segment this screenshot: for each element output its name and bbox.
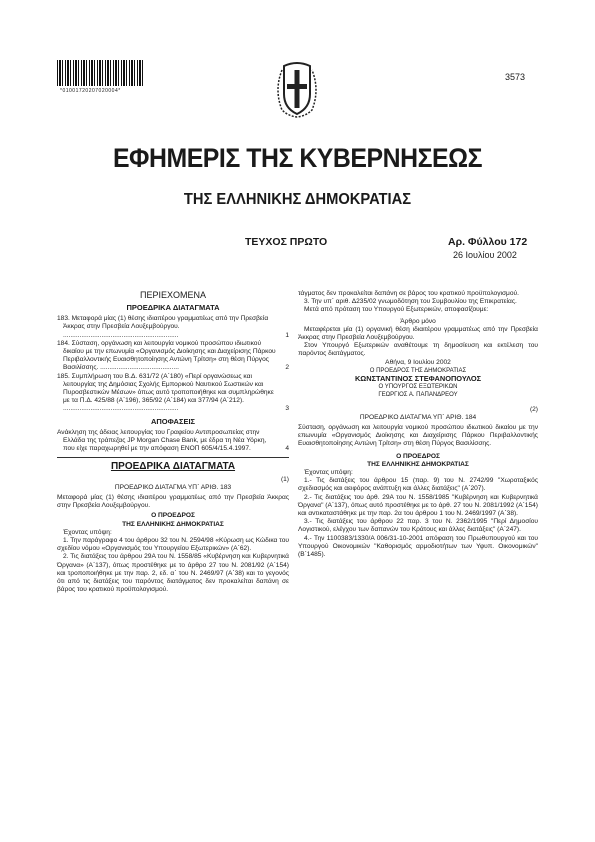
- paragraph: 3. Την υπ΄ αριθ. Δ235/02 γνωμοδότηση του Συμβουλίου της Επικρατείας.: [304, 298, 517, 306]
- decree-title: ΠΡΟΕΔΡΙΚΟ ΔΙΑΤΑΓΜΑ ΥΠ΄ ΑΡΙΘ. 183: [114, 483, 232, 491]
- signatory-name: ΚΩΝΣΤΑΝΤΙΝΟΣ ΣΤΕΦΑΝΟΠΟΥΛΟΣ: [354, 374, 482, 384]
- toc-item-page: 4: [285, 445, 289, 453]
- page-number: 3573: [505, 72, 526, 82]
- paragraph: 2. Τις διατάξεις του άρθρου 29Α του Ν. 1558/85 «Κυβέρνηση και Κυβερνητικά Όργανα» (Α΄137), όπως προστέθηκε με το άρθρο 27 του Ν. 2081/92 (Α΄154) και τροποποιήθηκε με την παρ. 2, εδ. α΄ του Ν. 2469/97 (Α΄38) και το γεγονός ότι από τις διατάξεις του παρόντος διατάγματος δεν προκαλείται δαπάνη σε βάρος του κρατικού προϋπολογισμού.: [57, 553, 289, 594]
- paragraph: 1.- Τις διατάξεις του άρθρου 15 (παρ. 9) του Ν. 2742/99 "Χωροταξικός σχεδιασμός και αειφόρος ανάπτυξη και άλλες διατάξεις" (Α΄207).: [298, 477, 538, 493]
- signatory-label: Ο ΠΡΟΕΔΡΟΣ ΤΗΣ ΔΗΜΟΚΡΑΤΙΑΣ: [369, 367, 467, 374]
- toc-item-page: 3: [285, 405, 289, 413]
- toc-item-text: 184. Σύσταση, οργάνωση και λειτουργία νομικού προσώπου ιδιωτικού δικαίου με την επωνυμία «Οργανισμός Διοίκησης και Διαχείρισης Πάρκου Περιβαλλοντικής Ευαισθητοποίησης Αντώνη Τρίτση» στη θέση Πύργος Βασιλίσσης. ...........................................: [57, 339, 276, 372]
- barcode-number: *01001720207020004*: [60, 88, 121, 94]
- barcode: [57, 60, 145, 86]
- president-heading: Ο ΠΡΟΕΔΡΟΣ: [151, 512, 195, 520]
- toc-item: [57, 429, 289, 454]
- divider: [57, 457, 289, 458]
- decree-sequence-number: (2): [529, 405, 538, 413]
- toc-item: [57, 340, 289, 373]
- right-column: [298, 290, 538, 559]
- paragraph-continued: τάγματος δεν προκαλείται δαπάνη σε βάρος του κρατικού προϋπολογισμού.: [298, 290, 519, 297]
- toc-item: [57, 373, 289, 414]
- issue-label: ΤΕΥΧΟΣ ΠΡΩΤΟ: [245, 236, 328, 248]
- article-heading: Άρθρο μόνο: [400, 317, 436, 325]
- issue-date: 26 Ιουλίου 2002: [453, 250, 517, 260]
- sheet-number: Αρ. Φύλλου 172: [448, 236, 528, 248]
- having-in-mind: Έχοντας υπόψη:: [304, 469, 353, 477]
- greek-coat-of-arms-icon: [272, 60, 322, 118]
- decree-summary: Μεταφορά μίας (1) θέσης ιδιαιτέρου γραμματέως από την Πρεσβεία Άκκρας στην Πρεσβεία Λουξεμβούργου.: [57, 494, 289, 510]
- president-heading-2: ΤΗΣ ΕΛΛΗΝΙΚΗΣ ΔΗΜΟΚΡΑΤΙΑΣ: [122, 520, 224, 528]
- left-column: [57, 290, 289, 595]
- paragraph: 1. Την παράγραφο 4 του άρθρου 32 του Ν. 2594/98 «Κύρωση ως Κώδικα του σχεδίου νόμου «Οργανισμός του Υπουργείου Εξωτερικών» (Α΄62).: [57, 537, 289, 553]
- president-heading: Ο ΠΡΟΕΔΡΟΣ: [396, 452, 440, 460]
- contents-heading: ΠΕΡΙΕΧΟΜΕΝΑ: [139, 290, 206, 300]
- having-in-mind: Έχοντας υπόψη:: [63, 528, 112, 536]
- paragraph: 3.- Τις διατάξεις του άρθρου 22 παρ. 3 του Ν. 2362/1995 "Περί Δημοσίου Λογιστικού, ελέγχου των δαπανών του Κράτους και άλλες διατάξεις" (Α΄247).: [298, 518, 538, 534]
- signatory-name: ΓΕΩΡΓΙΟΣ Α. ΠΑΠΑΝΔΡΕΟΥ: [378, 392, 458, 399]
- paragraph: Μετά από πρόταση του Υπουργού Εξωτερικών, αποφασίζουμε:: [304, 306, 489, 314]
- toc-item: [57, 315, 289, 340]
- decree-summary: Σύσταση, οργάνωση και λειτουργία νομικού προσώπου ιδιωτικού δικαίου με την επωνυμία «Οργανισμός Διοίκησης και Διαχείρισης Πάρκου Περιβαλλοντικής Ευαισθητοποίησης Αντώνη Τρίτση» στη θέση Πύργος Βασιλίσσης.: [298, 424, 538, 448]
- toc-item-page: 1: [285, 331, 289, 339]
- place-date: Αθήνα, 9 Ιουλίου 2002: [385, 358, 451, 366]
- contents-section-decrees: ΠΡΟΕΔΡΙΚΑ ΔΙΑΤΑΓΜΑΤΑ: [126, 303, 220, 312]
- toc-item-text: Ανάκληση της άδειας λειτουργίας του Γραφείου Αντιπροσωπείας στην Ελλάδα της τράπεζας JP Morgan Chase Bank, με έδρα τη Νέα Υόρκη, που είχε παραχωρηθεί με την απόφαση ΕΝΟΠ 605/4/15.4.1997.: [57, 428, 267, 453]
- article-text: Μεταφέρεται μία (1) οργανική θέση ιδιαιτέρου γραμματέως από την Πρεσβεία Άκκρας στην Πρεσβεία Λουξεμβούργου.: [298, 325, 538, 342]
- contents-section-decisions: ΑΠΟΦΑΣΕΙΣ: [150, 416, 196, 426]
- paragraph: 4.- Την 1100383/1330/Α 006/31-10-2001 απόφαση του Πρωθυπουργού και του Υπουργού Οικονομικών "Καθορισμός αρμοδιοτήτων των Υφυπ. Οικονομικών" (Β΄1485).: [298, 534, 538, 559]
- toc-item-text: 183. Μεταφορά μίας (1) θέσης ιδιαιτέρου γραμματέως από την Πρεσβεία Άκκρας στην Πρεσβεία Λουξεμβούργου. ...............................................................: [57, 315, 269, 339]
- decree-sequence-number: (1): [280, 475, 289, 483]
- decree-title: ΠΡΟΕΔΡΙΚΟ ΔΙΑΤΑΓΜΑ ΥΠ΄ ΑΡΙΘ. 184: [359, 413, 477, 421]
- signatory-label: Ο ΥΠΟΥΡΓΟΣ ΕΞΩΤΕΡΙΚΩΝ: [378, 384, 458, 391]
- paragraph: 2.- Τις διατάξεις του άρθ. 29Α του Ν. 1558/1985 "Κυβέρνηση και Κυβερνητικά Όργανα" (Α΄137), όπως αυτό προστέθηκε με το άρθ. 27 του Ν. 2081/1992 (Α΄154) και αντικαταστάθηκε με την παρ. 2α του άρθρου 1 του Ν. 2469/1997 (Α΄38).: [298, 493, 538, 518]
- gazette-title: ΕΦΗΜΕΡΙΣ ΤΗΣ ΚΥΒΕΡΝΗΣΕΩΣ: [112, 143, 483, 173]
- paragraph: Στον Υπουργό Εξωτερικών αναθέτουμε τη δημοσίευση και εκτέλεση του παρόντος διατάγματος.: [298, 342, 538, 358]
- toc-item-page: 2: [285, 364, 289, 372]
- gazette-subtitle: ΤΗΣ ΕΛΛΗΝΙΚΗΣ ΔΗΜΟΚΡΑΤΙΑΣ: [183, 191, 412, 208]
- toc-item-text: 185. Συμπλήρωση του Β.Δ. 631/72 (Α΄180) «Περί οργανώσεως και λειτουργίας της Δημόσιας Σχολής Εμπορικού Ναυτικού Σωστικών και Πυροσβεστικών Μέσων» όπως αυτό τροποποιήθηκε και συμπληρώθηκε με τα Π.Δ. 425/88 (Α΄196), 365/92 (Α΄184) και 377/94 (Α΄212). ...............................................................: [57, 372, 274, 413]
- section-heading: ΠΡΟΕΔΡΙΚΑ ΔΙΑΤΑΓΜΑΤΑ: [110, 461, 236, 473]
- president-heading-2: ΤΗΣ ΕΛΛΗΝΙΚΗΣ ΔΗΜΟΚΡΑΤΙΑΣ: [367, 460, 469, 468]
